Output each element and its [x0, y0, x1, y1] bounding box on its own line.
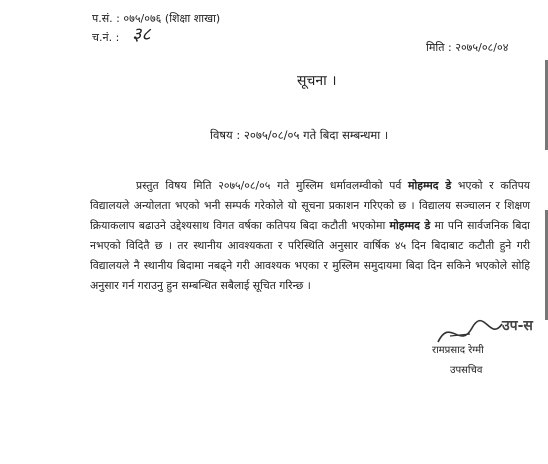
subject-line: विषय : २०७५/०८/०५ गते बिदा सम्बन्धमा । [210, 128, 389, 142]
festival-name-1: मोहम्मद डे [408, 179, 452, 192]
notice-body [90, 176, 530, 296]
official-stamp: उप-स [502, 318, 533, 334]
body-text-1: प्रस्तुत विषय मिति २०७५/०८/०५ गते मुस्लिम धर्मावलम्वीको पर्व [136, 179, 409, 192]
signatory-designation: उपसचिव [450, 365, 483, 376]
notice-title: सूचना । [297, 73, 337, 89]
reference-number: प.सं. : ०७५/०७६ (शिक्षा शाखा) [92, 12, 221, 25]
document-date: मिति : २०७५/०८/०४ [426, 41, 509, 54]
dispatch-number-handwritten: ३८ [132, 24, 151, 45]
festival-name-2: मोहम्मद डे [389, 219, 431, 232]
body-text-2: भएको र कतिपय विद्यालयले अन्योलता भएको भनी सम्पर्क गरेकोले यो सूचना प्रकाशन गरिएको छ । विद्यालय सञ्चालन र शिक्षण क्रियाकलाप बढाउने उद्देश्यसाथ विगत वर्षका कतिपय बिदा कटौती भएकोमा [90, 179, 531, 232]
signatory-name: रामप्रसाद रेग्मी [432, 345, 484, 356]
dispatch-label: च.नं. : [92, 31, 120, 44]
body-text-3: मा पनि सार्वजनिक बिदा नभएको विदितै छ । तर स्थानीय आवश्यकता र परिस्थिति अनुसार वार्षिक ४५ दिन बिदाबाट कटौती हुने गरी विद्यालयले नै स्थानीय बिदामा नबढ्ने गरी आवश्यक भएका र मुस्लिम समुदायमा बिदा दिन सकिने भएकोले सोहि अनुसार गर्न गराउनु हुन सम्बन्धित सबैलाई सूचित गरिन्छ । [90, 219, 530, 292]
